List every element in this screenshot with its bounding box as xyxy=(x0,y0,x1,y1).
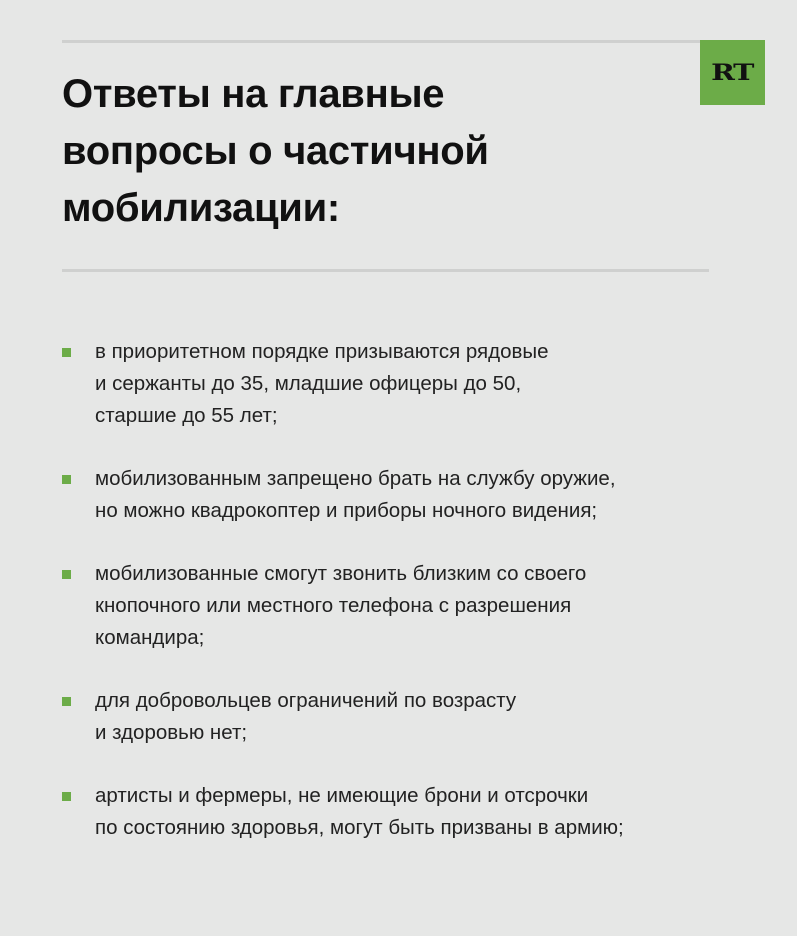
list-item-text: для добровольцев ограничений по возрасту и здоровью нет; xyxy=(95,689,517,744)
list-item-text: мобилизованным запрещено брать на службу оружие, но можно квадрокоптер и приборы ночного видения; xyxy=(95,467,616,522)
bullet-icon xyxy=(62,570,71,579)
list-item xyxy=(62,463,762,527)
bullet-icon xyxy=(62,348,71,357)
bullet-icon xyxy=(62,475,71,484)
rt-logo: RT xyxy=(700,40,765,105)
answers-list xyxy=(62,336,762,875)
list-item xyxy=(62,336,762,432)
top-divider xyxy=(62,40,702,43)
list-item xyxy=(62,558,762,654)
title-divider xyxy=(62,269,709,272)
bullet-icon xyxy=(62,697,71,706)
list-item-text: артисты и фермеры, не имеющие брони и отсрочки по состоянию здоровья, могут быть призваны в армию; xyxy=(95,784,624,839)
bullet-icon xyxy=(62,792,71,801)
list-item xyxy=(62,780,762,844)
list-item-text: мобилизованные смогут звонить близким со своего кнопочного или местного телефона с разрешения командира; xyxy=(95,562,587,649)
list-item-text: в приоритетном порядке призываются рядовые и сержанты до 35, младшие офицеры до 50, старшие до 55 лет; xyxy=(95,340,549,427)
list-item xyxy=(62,685,762,749)
page-title: Ответы на главные вопросы о частичной мобилизации: xyxy=(62,72,489,230)
